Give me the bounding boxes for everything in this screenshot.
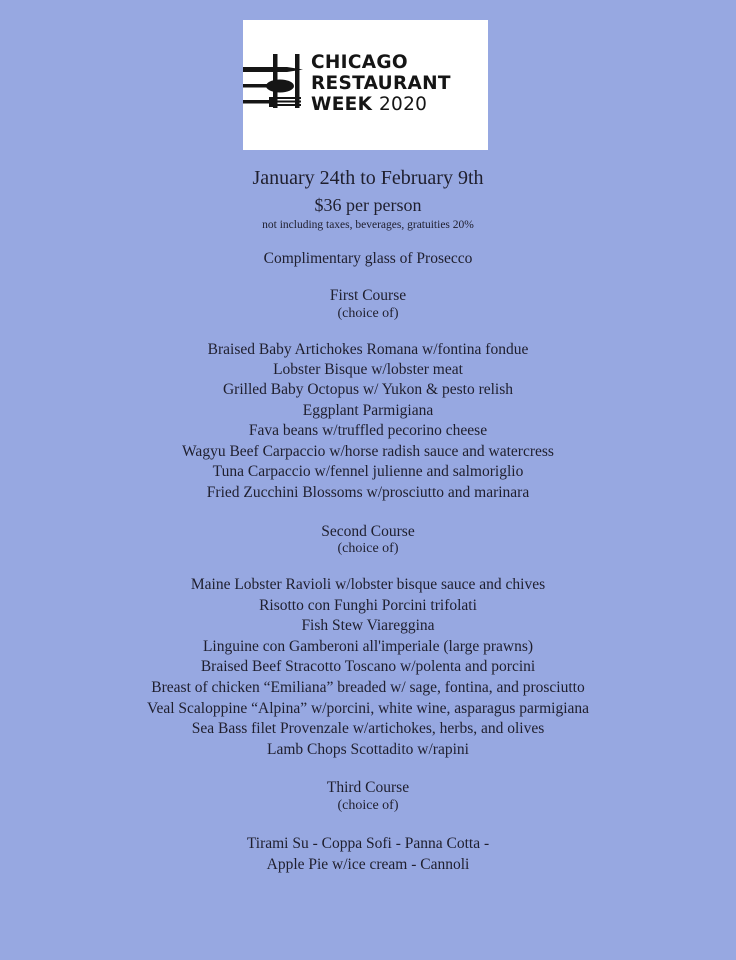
- menu-item: Linguine con Gamberoni all'imperiale (large prawns): [202, 638, 534, 655]
- third-course-subtitle: (choice of): [337, 798, 399, 813]
- second-course-subtitle: (choice of): [337, 541, 399, 556]
- second-course-title: Second Course: [321, 523, 415, 540]
- menu-item: Grilled Baby Octopus w/ Yukon & pesto relish: [222, 381, 514, 398]
- logo-year: 2020: [378, 94, 428, 115]
- menu-item: Apple Pie w/ice cream - Cannoli: [266, 856, 470, 873]
- menu-item: Fava beans w/truffled pecorino cheese: [248, 422, 488, 439]
- chicago-restaurant-week-logo: [243, 20, 488, 150]
- menu-item: Risotto con Funghi Porcini trifolati: [259, 597, 477, 614]
- menu-item: Tirami Su - Coppa Sofi - Panna Cotta -: [246, 835, 490, 852]
- menu-item: Eggplant Parmigiana: [302, 402, 434, 419]
- menu-item: Lobster Bisque w/lobster meat: [273, 361, 463, 378]
- logo-line-week: [311, 94, 451, 115]
- menu-item: Sea Bass filet Provenzale w/artichokes, herbs, and olives: [191, 720, 545, 737]
- menu-item: Maine Lobster Ravioli w/lobster bisque sauce and chives: [190, 576, 546, 593]
- first-course-subtitle: (choice of): [337, 306, 399, 321]
- menu-item: Veal Scaloppine “Alpina” w/porcini, white wine, asparagus parmigiana: [146, 700, 590, 717]
- event-dates: January 24th to February 9th: [252, 167, 484, 189]
- menu-item: Tuna Carpaccio w/fennel julienne and salmoriglio: [212, 463, 524, 480]
- menu-item: Breast of chicken “Emiliana” breaded w/ sage, fontina, and prosciutto: [151, 679, 585, 696]
- third-course-title: Third Course: [326, 779, 410, 796]
- menu-item: Braised Beef Stracotto Toscano w/polenta and porcini: [200, 658, 536, 675]
- menu-item: Wagyu Beef Carpaccio w/horse radish sauce and watercress: [182, 443, 554, 460]
- menu-item: Braised Baby Artichokes Romana w/fontina fondue: [207, 341, 529, 358]
- logo-line-restaurant: RESTAURANT: [311, 73, 451, 94]
- menu-item: Lamb Chops Scottadito w/rapini: [267, 741, 469, 758]
- logo-wordmark: [311, 52, 451, 115]
- price-per-person: $36 per person: [314, 195, 422, 215]
- fork-knife-spoon-icon: [243, 20, 309, 150]
- price-note: not including taxes, beverages, gratuities 20%: [262, 219, 474, 231]
- menu-item: Fried Zucchini Blossoms w/prosciutto and marinara: [206, 484, 530, 501]
- menu-item: Fish Stew Viareggina: [301, 617, 435, 634]
- complimentary-prosecco: Complimentary glass of Prosecco: [263, 250, 473, 267]
- logo-week: WEEK: [311, 94, 373, 115]
- first-course-title: First Course: [329, 287, 407, 304]
- logo-line-chicago: CHICAGO: [311, 52, 408, 73]
